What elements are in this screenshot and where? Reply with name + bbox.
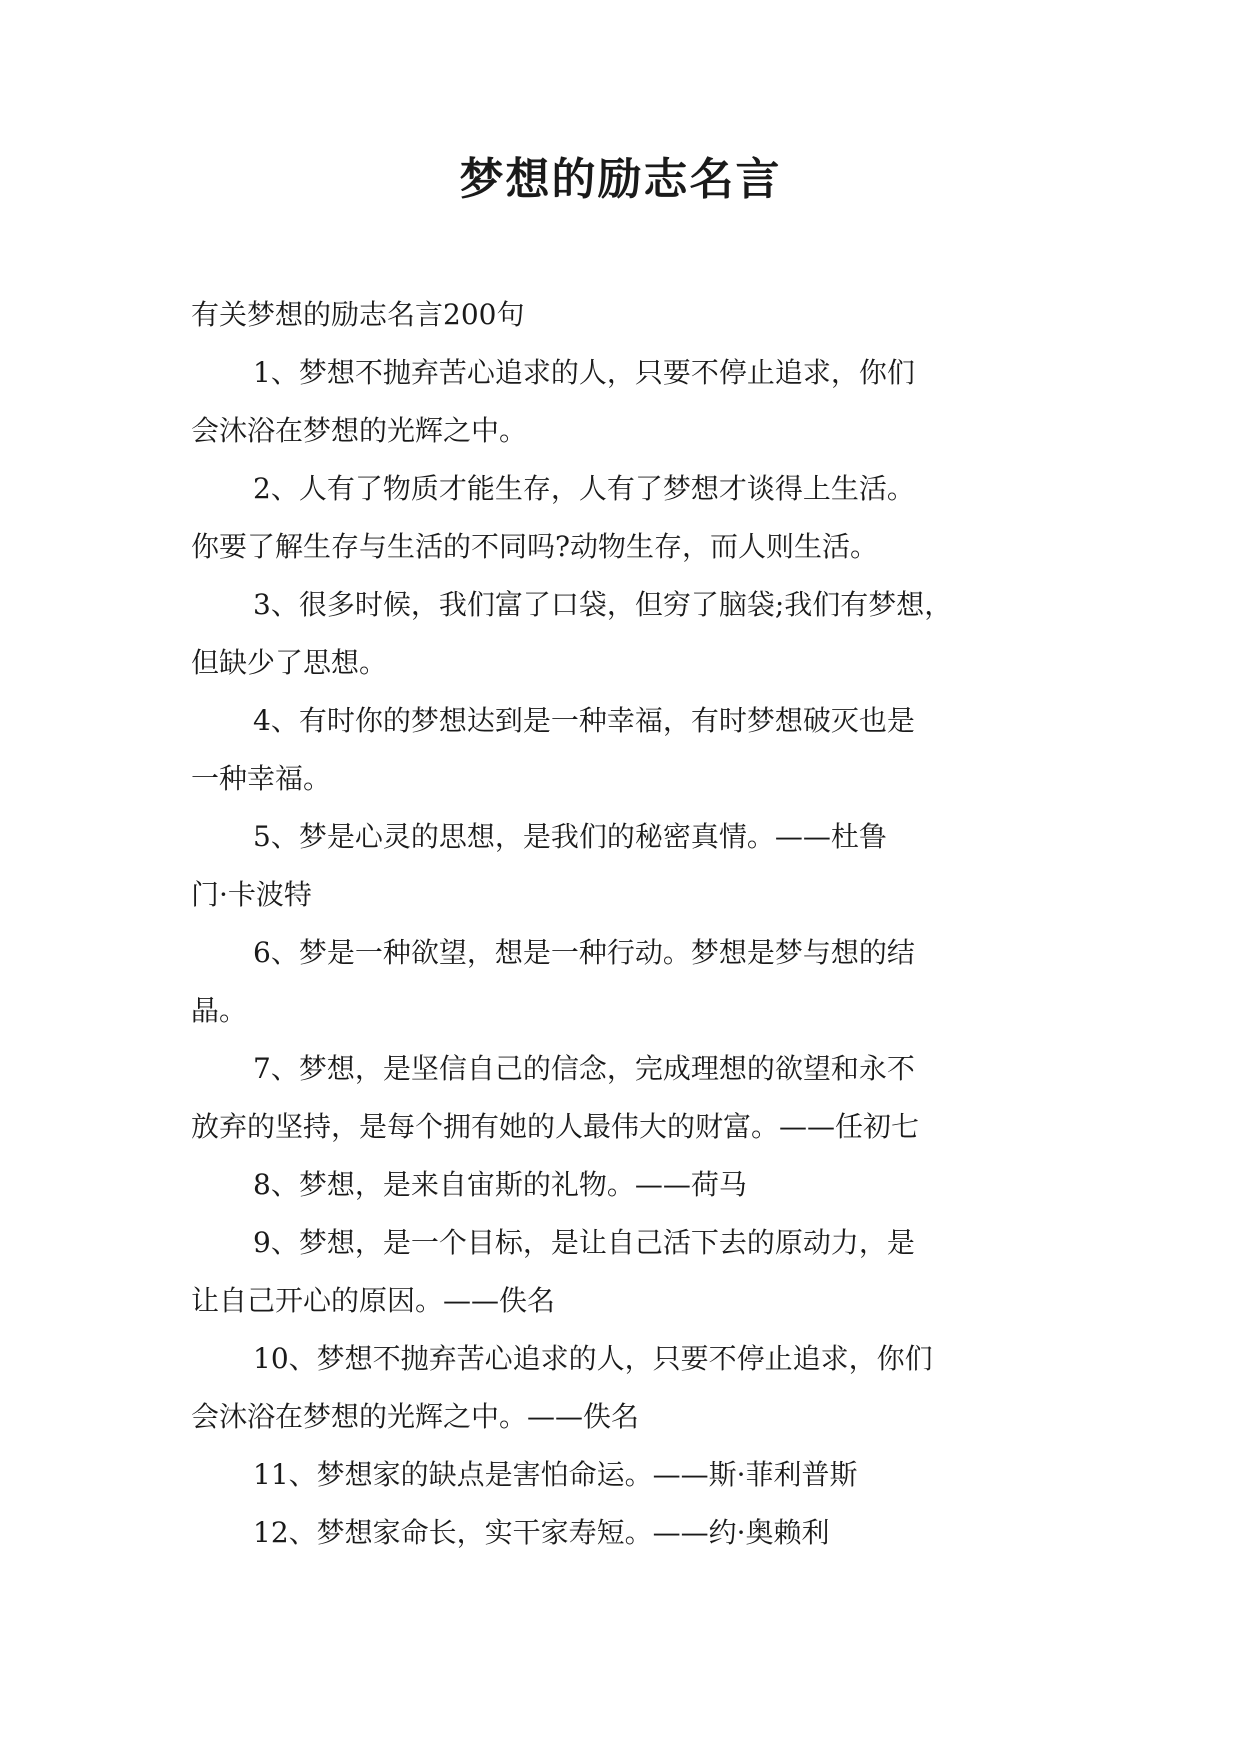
text-line: 让自己开心的原因。——佚名: [191, 1284, 556, 1317]
text-line: 12、梦想家命长，实干家寿短。——约·奥赖利: [253, 1516, 830, 1549]
text-line: 但缺少了思想。: [191, 646, 388, 679]
text-line: 会沐浴在梦想的光辉之中。: [191, 414, 528, 447]
text-line: 8、梦想，是来自宙斯的礼物。——荷马: [253, 1168, 747, 1201]
document-body: [191, 286, 1051, 1562]
text-line: 晶。: [191, 994, 248, 1027]
intro-line: 有关梦想的励志名言200句: [191, 298, 525, 331]
text-line: 4、有时你的梦想达到是一种幸福，有时梦想破灭也是: [253, 704, 915, 737]
text-line: 你要了解生存与生活的不同吗?动物生存，而人则生活。: [191, 530, 879, 563]
quote-list: [191, 344, 1051, 1562]
text-line: 6、梦是一种欲望，想是一种行动。梦想是梦与想的结: [253, 936, 915, 969]
text-line: 7、梦想，是坚信自己的信念，完成理想的欲望和永不: [253, 1052, 915, 1085]
text-line: 2、人有了物质才能生存，人有了梦想才谈得上生活。: [253, 472, 915, 505]
text-line: 放弃的坚持，是每个拥有她的人最伟大的财富。——任初七: [191, 1110, 920, 1143]
text-line: 1、梦想不抛弃苦心追求的人，只要不停止追求，你们: [253, 356, 915, 389]
text-line: 10、梦想不抛弃苦心追求的人，只要不停止追求，你们: [253, 1342, 933, 1375]
text-line: 11、梦想家的缺点是害怕命运。——斯·菲利普斯: [253, 1458, 858, 1491]
page-title: 梦想的励志名言: [459, 154, 782, 205]
text-line: 门·卡波特: [191, 878, 312, 911]
text-line: 会沐浴在梦想的光辉之中。——佚名: [191, 1400, 640, 1433]
text-line: 3、很多时候，我们富了口袋，但穷了脑袋;我们有梦想，: [253, 588, 953, 621]
text-line: 5、梦是心灵的思想，是我们的秘密真情。——杜鲁: [253, 820, 887, 853]
text-line: 一种幸福。: [191, 762, 332, 795]
text-line: 9、梦想，是一个目标，是让自己活下去的原动力，是: [253, 1226, 915, 1259]
